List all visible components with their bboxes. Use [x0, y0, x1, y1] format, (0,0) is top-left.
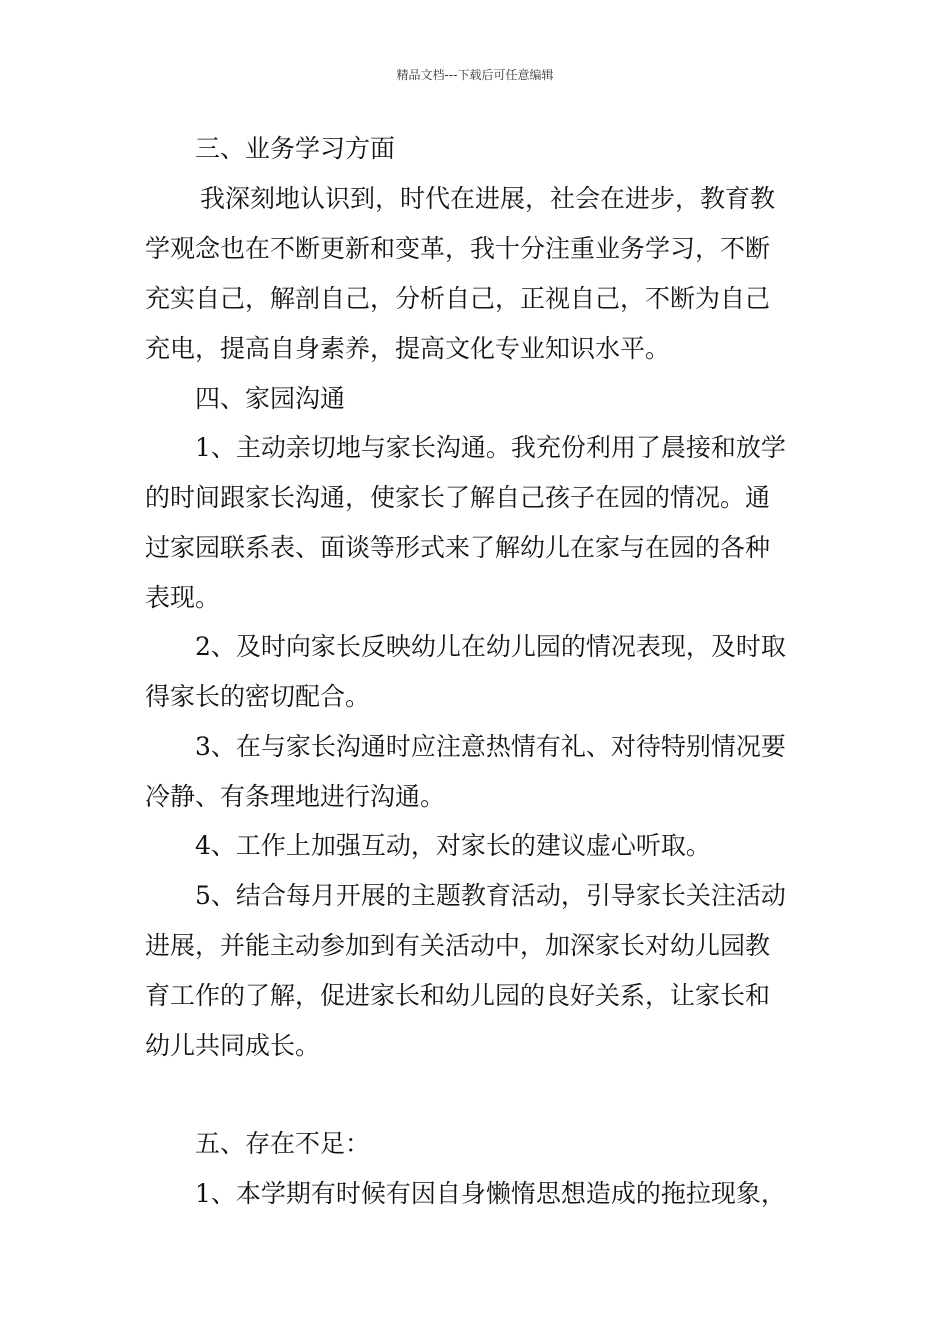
paragraph-line: 1、本学期有时候有因自身懒惰思想造成的拖拉现象，: [195, 1179, 786, 1208]
paragraph-line: 3、在与家长沟通时应注意热情有礼、对待特别情况要: [195, 732, 786, 761]
paragraph-line: 充电，提高自身素养，提高文化专业知识水平。: [145, 334, 671, 363]
section-heading: 五、存在不足：: [195, 1129, 371, 1158]
paragraph-line: 育工作的了解，促进家长和幼儿园的良好关系，让家长和: [145, 981, 771, 1010]
paragraph-line: 进展，并能主动参加到有关活动中，加深家长对幼儿园教: [145, 931, 771, 960]
paragraph-line: 充实自己，解剖自己，分析自己，正视自己，不断为自己: [145, 284, 771, 313]
section-heading: 三、业务学习方面: [195, 134, 396, 163]
paragraph-line: 我深刻地认识到，时代在进展，社会在进步，教育教: [200, 184, 776, 213]
paragraph-line: 5、结合每月开展的主题教育活动，引导家长关注活动: [195, 881, 786, 910]
paragraph-line: 4、工作上加强互动，对家长的建议虚心听取。: [195, 831, 711, 860]
paragraph-line: 过家园联系表、面谈等形式来了解幼儿在家与在园的各种: [145, 533, 771, 562]
paragraph-line: 学观念也在不断更新和变革，我十分注重业务学习，不断: [145, 234, 771, 263]
page-header: 精品文档---下载后可任意编辑: [396, 68, 554, 82]
paragraph-line: 的时间跟家长沟通，使家长了解自己孩子在园的情况。通: [145, 483, 771, 512]
paragraph-line: 幼儿共同成长。: [145, 1031, 321, 1060]
paragraph-line: 得家长的密切配合。: [145, 682, 371, 711]
paragraph-line: 1、主动亲切地与家长沟通。我充份利用了晨接和放学: [195, 433, 786, 462]
paragraph-line: 2、及时向家长反映幼儿在幼儿园的情况表现，及时取: [195, 632, 786, 661]
section-heading: 四、家园沟通: [195, 384, 346, 413]
paragraph-line: 表现。: [145, 583, 221, 612]
paragraph-line: 冷静、有条理地进行沟通。: [145, 782, 446, 811]
